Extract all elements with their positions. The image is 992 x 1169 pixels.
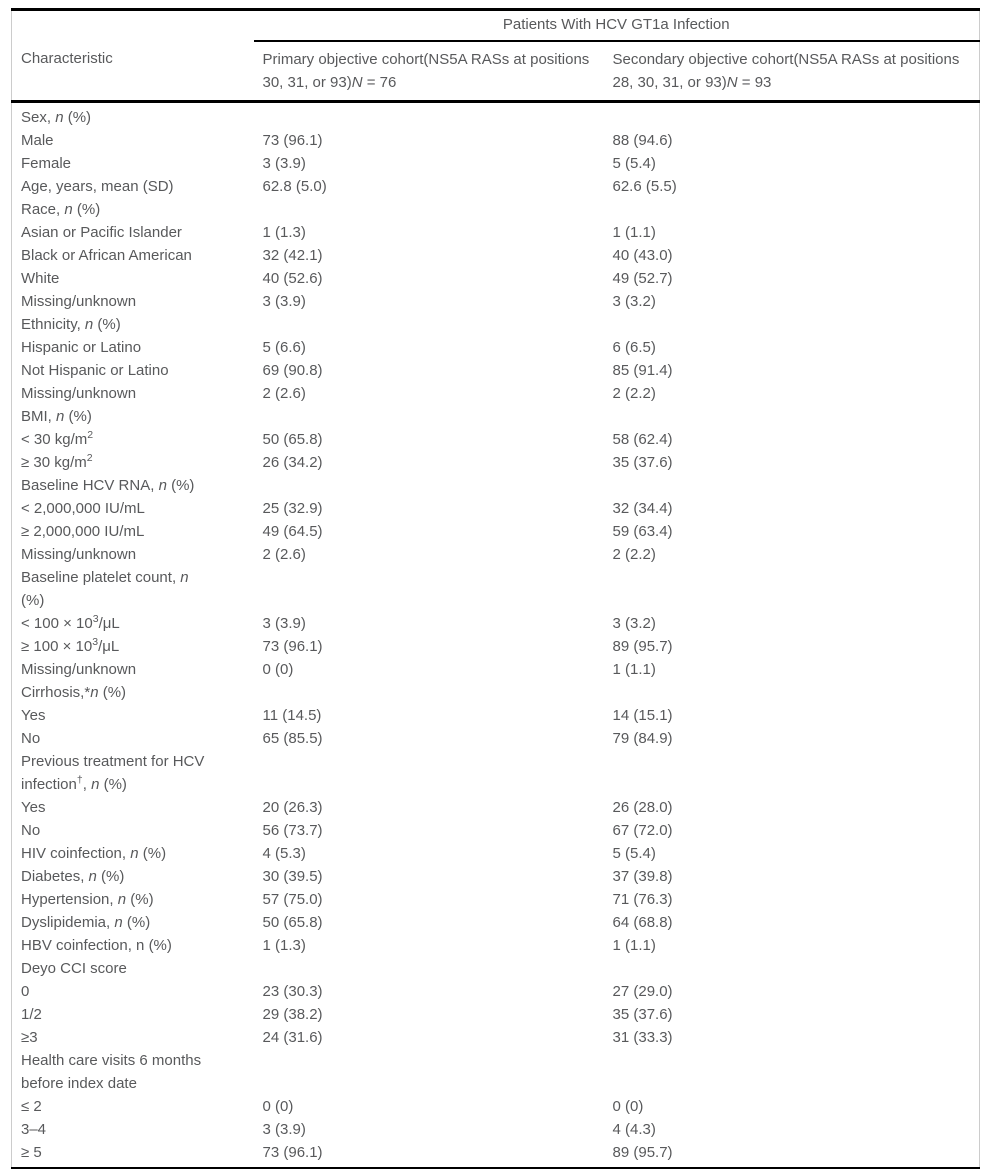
characteristic-cell: Missing/unknown [21, 545, 137, 563]
table-row [12, 290, 980, 313]
characteristic-cell: No [21, 821, 41, 839]
primary-cohort-value: 3 (3.9) [262, 614, 306, 632]
characteristic-cell: ≥ 30 $kg/m^2$ [21, 451, 93, 471]
characteristic-cell: ≥ 5 [21, 1143, 42, 1161]
characteristic-cell: Hispanic or Latino [21, 338, 142, 356]
secondary-cohort-value: 4 (4.3) [612, 1120, 656, 1138]
characteristic-cell: Hypertension, n (%) [21, 890, 154, 908]
primary-cohort-value: 3 (3.9) [262, 292, 306, 310]
table-row [12, 957, 980, 980]
primary-cohort-value [254, 681, 604, 704]
spanner-title: Patients With HCV GT1a Infection [254, 10, 980, 41]
secondary-cohort-value: 1 (1.1) [612, 223, 656, 241]
characteristic-cell: < 30 $kg/m^2$ [21, 428, 94, 448]
primary-cohort-value: 32 (42.1) [262, 246, 323, 264]
primary-cohort-value: 29 (38.2) [262, 1005, 323, 1023]
secondary-cohort-value: 64 (68.8) [612, 913, 673, 931]
characteristic-cell: Sex, n (%) [21, 108, 92, 126]
table-row [12, 428, 980, 451]
table-row [12, 1095, 980, 1118]
primary-cohort-value: 1 (1.3) [262, 223, 306, 241]
primary-cohort-value: 24 (31.6) [262, 1028, 323, 1046]
column-header-row [12, 41, 980, 102]
table-row [12, 888, 980, 911]
characteristic-cell: ≥ 2,000,000 IU/mL [21, 522, 145, 540]
secondary-cohort-value: 71 (76.3) [612, 890, 673, 908]
patient-characteristics-table [11, 8, 980, 1169]
column-header-primary-cohort: Primary objective cohort(NS5A RASs at positions 30, 31, or 93)N = 76 [254, 41, 604, 102]
table-row [12, 101, 980, 129]
table-row [12, 1141, 980, 1168]
column-header-secondary-cohort: Secondary objective cohort(NS5A RASs at positions 28, 30, 31, or 93)N = 93 [604, 41, 980, 102]
characteristic-cell: 3–4 [21, 1120, 47, 1138]
characteristic-cell: Deyo CCI score [21, 959, 127, 977]
primary-cohort-value: 0 (0) [262, 660, 294, 678]
characteristic-cell: Dyslipidemia, n (%) [21, 913, 151, 931]
table-row [12, 198, 980, 221]
primary-cohort-value: 5 (6.6) [262, 338, 306, 356]
secondary-cohort-value [604, 405, 980, 428]
table-row [12, 405, 980, 428]
table-row [12, 451, 980, 474]
characteristic-cell: HIV coinfection, n (%) [21, 844, 167, 862]
secondary-cohort-value [604, 750, 980, 796]
table-row [12, 244, 980, 267]
characteristic-cell: Missing/unknown [21, 292, 137, 310]
secondary-cohort-value: 49 (52.7) [612, 269, 673, 287]
secondary-cohort-value: 62.6 (5.5) [612, 177, 677, 195]
table-row [12, 313, 980, 336]
characteristic-cell: ≥ $100 \times 10^3/\mu L$ [21, 635, 120, 655]
table-row [12, 543, 980, 566]
primary-cohort-value [254, 1049, 604, 1095]
secondary-cohort-value: 35 (37.6) [612, 1005, 673, 1023]
table-row [12, 842, 980, 865]
table-row [12, 221, 980, 244]
characteristic-cell: Yes [21, 706, 46, 724]
primary-cohort-value: 23 (30.3) [262, 982, 323, 1000]
table-row [12, 267, 980, 290]
primary-cohort-value: 65 (85.5) [262, 729, 323, 747]
secondary-cohort-value: 89 (95.7) [612, 637, 673, 655]
primary-cohort-value: 50 (65.8) [262, 913, 323, 931]
primary-cohort-value: 73 (96.1) [262, 1143, 323, 1161]
table-row [12, 911, 980, 934]
table-row [12, 681, 980, 704]
table-header [12, 10, 980, 102]
secondary-cohort-value: 3 (3.2) [612, 292, 656, 310]
secondary-cohort-value: 5 (5.4) [612, 844, 656, 862]
secondary-cohort-value: 37 (39.8) [612, 867, 673, 885]
secondary-cohort-value [604, 474, 980, 497]
primary-cohort-value: 57 (75.0) [262, 890, 323, 908]
secondary-cohort-value [604, 681, 980, 704]
column-header-characteristic: Characteristic [12, 41, 254, 102]
secondary-cohort-value: 2 (2.2) [612, 384, 656, 402]
characteristic-cell: Diabetes, n (%) [21, 867, 125, 885]
primary-cohort-value: 3 (3.9) [262, 154, 306, 172]
secondary-cohort-value: 5 (5.4) [612, 154, 656, 172]
secondary-cohort-value: 2 (2.2) [612, 545, 656, 563]
secondary-cohort-value: 89 (95.7) [612, 1143, 673, 1161]
secondary-cohort-value: 26 (28.0) [612, 798, 673, 816]
characteristic-cell: No [21, 729, 41, 747]
characteristic-cell: Not Hispanic or Latino [21, 361, 169, 379]
table-row [12, 980, 980, 1003]
secondary-cohort-value: 27 (29.0) [612, 982, 673, 1000]
table-row [12, 359, 980, 382]
table-row [12, 750, 980, 796]
table-row [12, 382, 980, 405]
primary-cohort-value [254, 750, 604, 796]
secondary-cohort-value: 88 (94.6) [612, 131, 673, 149]
secondary-cohort-value: 0 (0) [612, 1097, 644, 1115]
characteristic-cell: Missing/unknown [21, 384, 137, 402]
table-row [12, 727, 980, 750]
table-row [12, 152, 980, 175]
characteristic-cell: Baseline platelet count, n (%) [21, 568, 189, 609]
characteristic-cell: Race, n (%) [21, 200, 101, 218]
primary-cohort-value: 0 (0) [262, 1097, 294, 1115]
secondary-cohort-value: 67 (72.0) [612, 821, 673, 839]
secondary-cohort-value: 40 (43.0) [612, 246, 673, 264]
characteristic-cell: Yes [21, 798, 46, 816]
primary-cohort-value [254, 313, 604, 336]
secondary-cohort-value [604, 566, 980, 612]
characteristic-cell: Age, years, mean (SD) [21, 177, 174, 195]
table-row [12, 175, 980, 198]
secondary-cohort-value: 85 (91.4) [612, 361, 673, 379]
primary-cohort-value: 4 (5.3) [262, 844, 306, 862]
characteristic-cell: Health care visits 6 months before index date [21, 1051, 202, 1092]
table-row [12, 934, 980, 957]
table-row [12, 865, 980, 888]
characteristic-cell: 0 [21, 982, 30, 1000]
secondary-cohort-value: 6 (6.5) [612, 338, 656, 356]
characteristic-cell: Missing/unknown [21, 660, 137, 678]
secondary-cohort-value: 3 (3.2) [612, 614, 656, 632]
primary-cohort-value: 69 (90.8) [262, 361, 323, 379]
characteristic-cell: Ethnicity, n (%) [21, 315, 121, 333]
secondary-cohort-value: 14 (15.1) [612, 706, 673, 724]
table-row [12, 1003, 980, 1026]
characteristic-cell: ≤ 2 [21, 1097, 42, 1115]
primary-cohort-value: 56 (73.7) [262, 821, 323, 839]
table-body [12, 101, 980, 1168]
secondary-cohort-value: 58 (62.4) [612, 430, 673, 448]
characteristic-cell: BMI, n (%) [21, 407, 92, 425]
table-row [12, 336, 980, 359]
characteristic-cell: Cirrhosis,*n (%) [21, 683, 127, 701]
table-row [12, 658, 980, 681]
primary-cohort-value: 30 (39.5) [262, 867, 323, 885]
secondary-cohort-value [604, 313, 980, 336]
characteristic-cell: Asian or Pacific Islander [21, 223, 182, 241]
characteristic-cell: < $100 \times 10^3/\mu L$ [21, 612, 120, 632]
primary-cohort-value [254, 101, 604, 129]
primary-cohort-value: 2 (2.6) [262, 545, 306, 563]
characteristic-cell: < 2,000,000 IU/mL [21, 499, 145, 517]
primary-cohort-value: 2 (2.6) [262, 384, 306, 402]
table-row [12, 1118, 980, 1141]
characteristic-cell: ≥3 [21, 1028, 38, 1046]
secondary-cohort-value [604, 198, 980, 221]
primary-cohort-value [254, 566, 604, 612]
primary-cohort-value: 40 (52.6) [262, 269, 323, 287]
characteristic-cell: Baseline HCV RNA, n (%) [21, 476, 195, 494]
secondary-cohort-value: 1 (1.1) [612, 936, 656, 954]
primary-cohort-value: 11 (14.5) [262, 706, 322, 724]
table-row [12, 796, 980, 819]
primary-cohort-value: 62.8 (5.0) [262, 177, 327, 195]
table-row [12, 129, 980, 152]
primary-cohort-value: 26 (34.2) [262, 453, 323, 471]
characteristic-cell: Black or African American [21, 246, 192, 264]
primary-cohort-value [254, 198, 604, 221]
secondary-cohort-value [604, 101, 980, 129]
table-row [12, 474, 980, 497]
primary-cohort-value: 49 (64.5) [262, 522, 323, 540]
characteristic-cell: Male [21, 131, 54, 149]
secondary-cohort-value: 59 (63.4) [612, 522, 673, 540]
table-row [12, 819, 980, 842]
primary-cohort-value: 73 (96.1) [262, 637, 323, 655]
table-row [12, 1026, 980, 1049]
primary-cohort-value: 50 (65.8) [262, 430, 323, 448]
table-row [12, 1049, 980, 1095]
characteristic-cell: 1/2 [21, 1005, 42, 1023]
table-row [12, 520, 980, 543]
primary-cohort-value: 25 (32.9) [262, 499, 323, 517]
table-row [12, 612, 980, 635]
primary-cohort-value: 73 (96.1) [262, 131, 323, 149]
characteristic-cell: HBV coinfection, n (%) [21, 936, 172, 954]
secondary-cohort-value: 35 (37.6) [612, 453, 673, 471]
primary-cohort-value: 1 (1.3) [262, 936, 306, 954]
table-row [12, 566, 980, 612]
spanner-empty-cell [12, 10, 254, 41]
primary-cohort-value [254, 957, 604, 980]
secondary-cohort-value: 1 (1.1) [612, 660, 656, 678]
secondary-cohort-value: 32 (34.4) [612, 499, 673, 517]
secondary-cohort-value [604, 957, 980, 980]
primary-cohort-value: 20 (26.3) [262, 798, 323, 816]
characteristic-cell: Female [21, 154, 72, 172]
characteristic-cell: White [21, 269, 60, 287]
characteristics-table [11, 8, 980, 1169]
spanner-row [12, 10, 980, 41]
table-row [12, 704, 980, 727]
primary-cohort-value [254, 405, 604, 428]
secondary-cohort-value: 31 (33.3) [612, 1028, 673, 1046]
table-row [12, 497, 980, 520]
characteristic-cell: Previous treatment for HCV infection†, n (%) [21, 752, 205, 793]
primary-cohort-value [254, 474, 604, 497]
secondary-cohort-value: 79 (84.9) [612, 729, 673, 747]
table-row [12, 635, 980, 658]
primary-cohort-value: 3 (3.9) [262, 1120, 306, 1138]
secondary-cohort-value [604, 1049, 980, 1095]
